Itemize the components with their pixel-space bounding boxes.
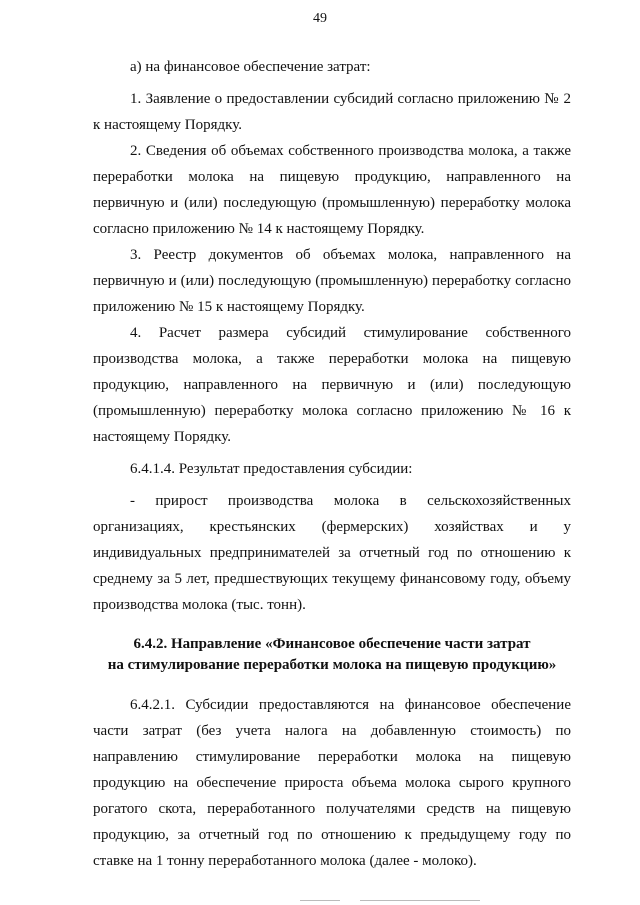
section-title-line-1: 6.4.2. Направление «Финансовое обеспечение части затрат (133, 636, 531, 652)
section-title-line-2: на стимулирование переработки молока на пищевую продукцию» (107, 657, 557, 673)
result-heading: 6.4.1.4. Результат предоставления субсидии: (130, 461, 413, 477)
list-item-1: 1. Заявление о предоставлении субсидий согласно приложению № 2 к настоящему Порядку. (93, 91, 571, 133)
page-number: 49 (313, 11, 327, 26)
list-item-2: 2. Сведения об объемах собственного производства молока, а также переработки молока на пищевую продукцию, направленного на первичную и (или) последующую (промышленную) переработку молока согласно приложению № 14 к настоящему Порядку. (93, 143, 571, 237)
list-item-3: 3. Реестр документов об объемах молока, направленного на первичную и (или) последующую (промышленную) переработку согласно приложению № 15 к настоящему Порядку. (93, 247, 571, 315)
intro-paragraph: а) на финансовое обеспечение затрат: (130, 59, 371, 75)
section-title (93, 634, 571, 676)
section-paragraph: 6.4.2.1. Субсидии предоставляются на финансовое обеспечение части затрат (без учета налога на добавленную стоимость) по направлению стимулирование переработки молока на пищевую продукцию на обеспечение прироста объема молока сырого крупного рогатого скота, переработанного получателями средств на пищевую продукцию, за отчетный год по отношению к предыдущему году по ставке на 1 тонну переработанного молока (далее - молоко). (93, 697, 571, 869)
document-body (93, 54, 571, 874)
document-list (93, 86, 571, 450)
list-item-4: 4. Расчет размера субсидий стимулирование собственного производства молока, а также переработки молока на пищевую продукцию, направленного на первичную и (или) последующую (промышленную) переработку молока согласно приложению № 16 к настоящему Порядку. (93, 325, 571, 445)
footer-rule (360, 900, 480, 901)
result-item: - прирост производства молока в сельскохозяйственных организациях, крестьянских (фермерских) хозяйствах и у индивидуальных предпринимателей за отчетный год по отношению к среднему за 5 лет, предшествующих текущему финансовому году, объему производства молока (тыс. тонн). (93, 493, 571, 613)
footer-rule (300, 900, 340, 901)
